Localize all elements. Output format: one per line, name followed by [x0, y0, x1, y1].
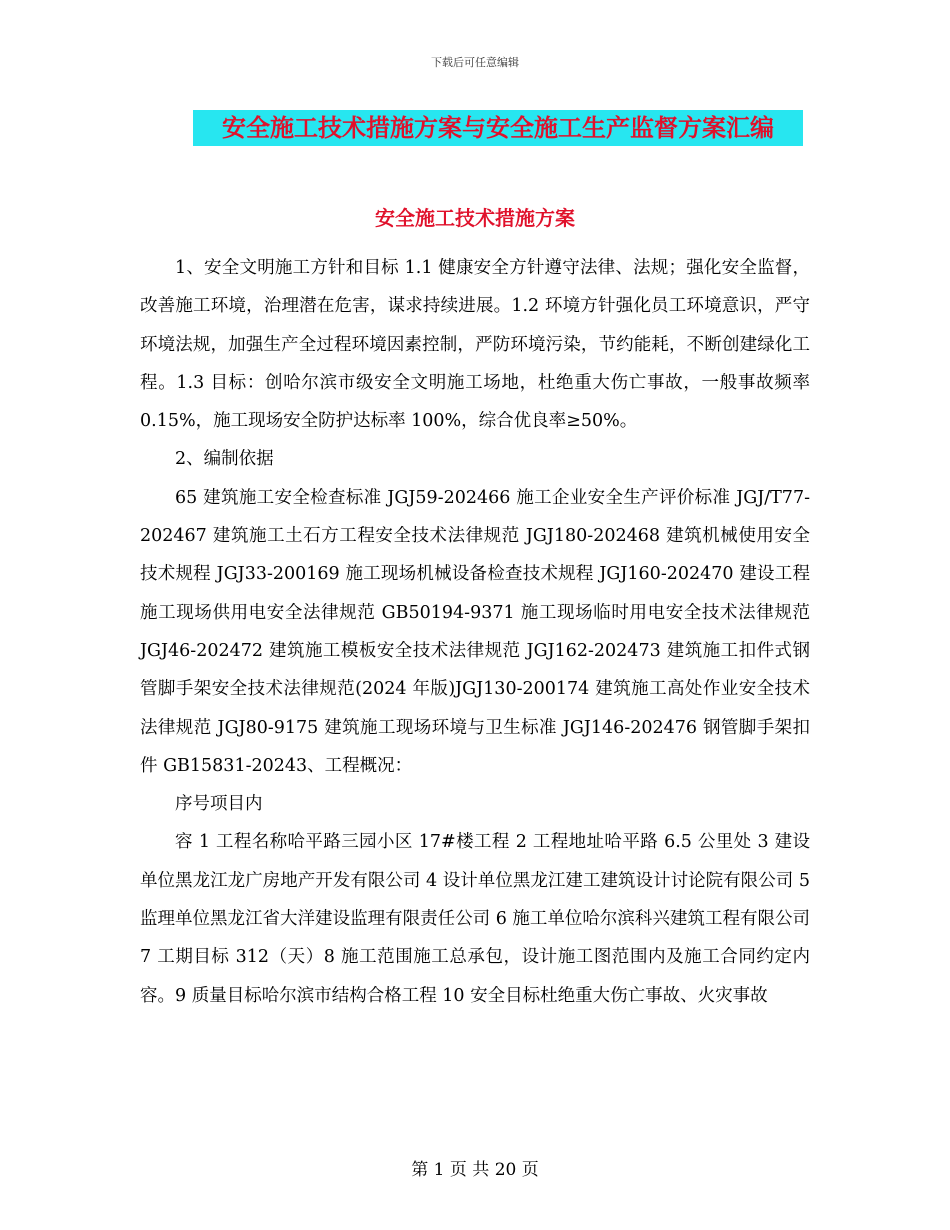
document-title: 安全施工技术措施方案与安全施工生产监督方案汇编 [222, 113, 774, 142]
document-title-highlight [193, 110, 803, 146]
document-body [140, 249, 810, 1015]
paragraph-basis-heading: 2、编制依据 [175, 449, 274, 470]
page-header-note: 下载后可任意编辑 [431, 56, 519, 69]
page-number-footer: 第 1 页 共 20 页 [411, 1160, 539, 1180]
paragraph-safety-goals: 1、安全文明施工方针和目标 1.1 健康安全方针遵守法律、法规；强化安全监督，改善施工环境，治理潜在危害，谋求持续进展。1.2 环境方针强化员工环境意识，严守环境法规，加强生产全过程环境因素控制，严防环境污染，节约能耗，不断创建绿化工程。1.3 目标：创哈尔滨市级安全文明施工场地，杜绝重大伤亡事故，一般事故频率 0.15%，施工现场安全防护达标率 100%，综合优良率≥50%。 [140, 258, 810, 432]
paragraph-table-header: 序号项目内 [175, 794, 263, 815]
section-title: 安全施工技术措施方案 [375, 206, 575, 230]
paragraph-project-overview: 容 1 工程名称哈平路三园小区 17#楼工程 2 工程地址哈平路 6.5 公里处 3 建设单位黑龙江龙广房地产开发有限公司 4 设计单位黑龙江建工建筑设计讨论院有限公司 5 监理单位黑龙江省大洋建设监理有限责任公司 6 施工单位哈尔滨科兴建筑工程有限公司 7 工期目标 312（天）8 施工范围施工总承包，设计施工图范围内及施工合同约定内容。9 质量目标哈尔滨市结构合格工程 10 安全目标杜绝重大伤亡事故、火灾事故 [140, 832, 810, 1006]
paragraph-standards-list: 65 建筑施工安全检查标准 JGJ59-202466 施工企业安全生产评价标准 JGJ/T77-202467 建筑施工土石方工程安全技术法律规范 JGJ180-202468 建筑机械使用安全技术规程 JGJ33-200169 施工现场机械设备检查技术规程 JGJ160-202470 建设工程施工现场供用电安全法律规范 GB50194-9371 施工现场临时用电安全技术法律规范 JGJ46-202472 建筑施工模板安全技术法律规范 JGJ162-202473 建筑施工扣件式钢管脚手架安全技术法律规范(2024 年版)JGJ130-200174 建筑施工高处作业安全技术法律规范 JGJ80-9175 建筑施工现场环境与卫生标准 JGJ146-202476 钢管脚手架扣件 GB15831-20243、工程概况： [140, 487, 810, 776]
